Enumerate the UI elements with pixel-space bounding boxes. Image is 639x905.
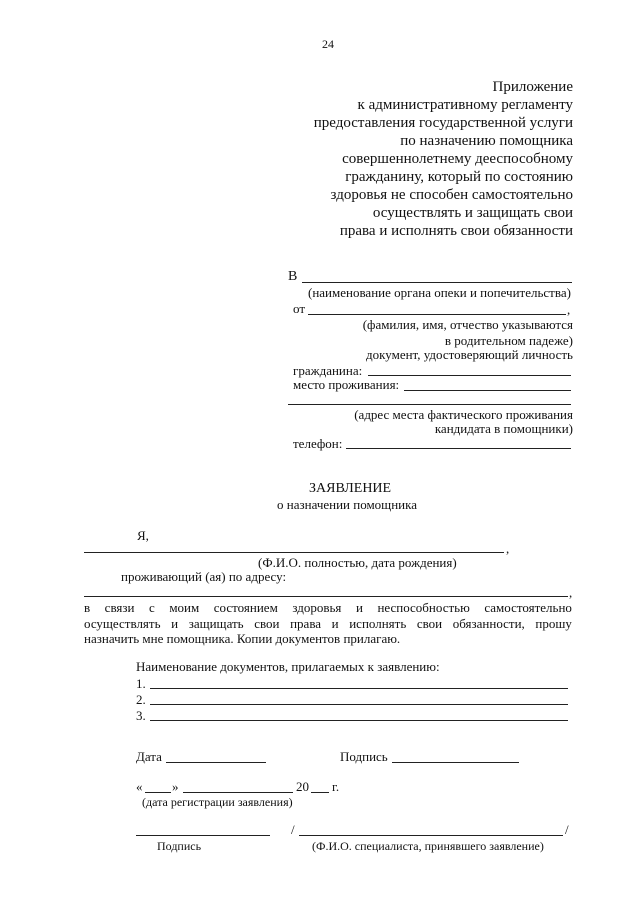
- address-comma: ,: [569, 585, 573, 600]
- para-word: состоянием: [213, 600, 278, 615]
- address-label: проживающий (ая) по адресу:: [121, 569, 287, 584]
- reg-day-line[interactable]: [145, 792, 171, 793]
- document-item-number: 2.: [136, 692, 146, 707]
- para-word: осуществлять: [84, 616, 161, 631]
- appendix-line: осуществлять и защищать свои: [372, 205, 573, 221]
- date-field-line[interactable]: [166, 762, 266, 763]
- to-field-line[interactable]: [302, 282, 572, 283]
- fio-comma: ,: [506, 541, 510, 556]
- bottom-fio-hint: (Ф.И.О. специалиста, принявшего заявление): [312, 839, 544, 853]
- phone-field-line[interactable]: [346, 448, 571, 449]
- paragraph-line-2: [84, 616, 572, 632]
- appendix-line: к административному регламенту: [357, 97, 573, 113]
- from-field-line[interactable]: [308, 314, 566, 315]
- from-hint-2: в родительном падеже): [444, 333, 573, 348]
- appendix-line: права и исполнять свои обязанности: [339, 223, 573, 239]
- document-item-number: 3.: [136, 708, 146, 723]
- para-word: обязанности,: [452, 616, 525, 631]
- para-word: здоровья: [292, 600, 342, 615]
- address-field-line[interactable]: [84, 596, 568, 597]
- bottom-sign-label: Подпись: [157, 839, 202, 853]
- para-word: защищать: [188, 616, 244, 631]
- id-doc-field-line[interactable]: [368, 375, 571, 376]
- paragraph-line-3: назначить мне помощника. Копии документов прилагаю.: [84, 631, 401, 646]
- id-doc-label: документ, удостоверяющий личность: [366, 347, 573, 362]
- para-word: и: [355, 600, 363, 615]
- residence-hint-2: кандидата в помощники): [434, 421, 573, 436]
- para-word: свои: [254, 616, 280, 631]
- appendix-line: по назначению помощника: [400, 133, 573, 149]
- sign-label: Подпись: [340, 749, 388, 764]
- para-word: неспособностью: [377, 600, 470, 615]
- para-word: и: [171, 616, 179, 631]
- fio-hint: (Ф.И.О. полностью, дата рождения): [258, 555, 457, 570]
- paragraph-line-1: [84, 600, 572, 616]
- sign-field-line[interactable]: [392, 762, 519, 763]
- para-word: самостоятельно: [484, 600, 572, 615]
- residence-hint-1: (адрес места фактического проживания: [354, 407, 573, 422]
- to-hint: (наименование органа опеки и попечительства): [308, 285, 571, 300]
- reg-year-line[interactable]: [311, 792, 329, 793]
- document-item-line[interactable]: [150, 704, 568, 705]
- appendix-line: гражданину, который по состоянию: [345, 169, 573, 185]
- bottom-sign-line[interactable]: [136, 835, 270, 836]
- bottom-fio-line[interactable]: [299, 835, 563, 836]
- slash-left: /: [291, 822, 295, 837]
- document-item-number: 1.: [136, 676, 146, 691]
- page-title: ЗАЯВЛЕНИЕ: [309, 481, 392, 496]
- para-word: связи: [104, 600, 135, 615]
- to-label: В: [288, 269, 298, 284]
- year-suffix: г.: [332, 779, 340, 794]
- page-subtitle: о назначении помощника: [277, 497, 417, 512]
- para-word: в: [84, 600, 91, 615]
- appendix-line: предоставления государственной услуги: [313, 115, 573, 131]
- reg-date-hint: (дата регистрации заявления): [142, 795, 293, 809]
- slash-right: /: [565, 822, 569, 837]
- from-comma: ,: [567, 302, 571, 317]
- from-label: от: [293, 301, 306, 316]
- appendix-line: совершеннолетнему дееспособному: [342, 151, 573, 167]
- id-doc-label-2: гражданина:: [293, 363, 363, 378]
- page-number: 24: [322, 37, 334, 51]
- i-label: Я,: [137, 528, 149, 543]
- para-word: свои: [416, 616, 443, 631]
- residence-field-line[interactable]: [404, 390, 571, 391]
- residence-label: место проживания:: [293, 377, 400, 392]
- residence-field-line-2[interactable]: [288, 404, 571, 405]
- documents-heading: Наименование документов, прилагаемых к заявлению:: [136, 659, 440, 674]
- para-word: с: [149, 600, 155, 615]
- document-item-line[interactable]: [150, 688, 568, 689]
- quote-open: «: [136, 779, 143, 794]
- reg-month-line[interactable]: [183, 792, 293, 793]
- para-word: права: [290, 616, 322, 631]
- year-prefix: 20: [296, 779, 309, 794]
- from-hint-1: (фамилия, имя, отчество указываются: [362, 317, 573, 332]
- date-label: Дата: [136, 749, 162, 764]
- para-word: и: [331, 616, 339, 631]
- document-item-line[interactable]: [150, 720, 568, 721]
- para-word: исполнять: [349, 616, 407, 631]
- phone-label: телефон:: [293, 436, 343, 451]
- quote-close: »: [172, 779, 179, 794]
- para-word: прошу: [535, 616, 572, 631]
- appendix-line: здоровья не способен самостоятельно: [330, 187, 573, 203]
- fio-field-line[interactable]: [84, 552, 504, 553]
- para-word: моим: [169, 600, 200, 615]
- appendix-line: Приложение: [492, 79, 573, 95]
